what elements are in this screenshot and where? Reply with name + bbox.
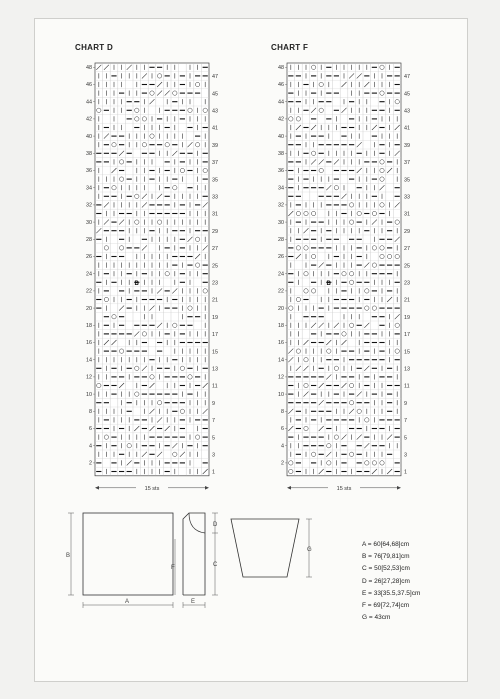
dim-label-d: D (213, 522, 218, 528)
row-number-right: 41 (404, 125, 410, 132)
row-number-right: 29 (212, 228, 218, 235)
back-panel-schematic (63, 507, 175, 617)
row-number-right: 33 (212, 194, 218, 201)
chart-f-grid (249, 55, 439, 515)
chart-f-title: CHART F (271, 43, 309, 52)
row-number-left: 28 (278, 237, 284, 243)
row-number-left: 4 (89, 443, 92, 450)
row-number-left: 34 (278, 185, 284, 192)
row-number-right: 9 (404, 400, 407, 407)
row-number-right: 45 (404, 91, 410, 98)
row-number-left: 10 (278, 391, 284, 398)
row-number-left: 32 (86, 202, 92, 209)
chart-width-label: 15 sts (336, 485, 352, 492)
row-number-right: 19 (212, 314, 218, 321)
row-number-right: 25 (404, 263, 410, 270)
measurement-item: G = 43cm (362, 614, 391, 622)
dim-label-g: G (307, 547, 312, 553)
row-number-right: 27 (212, 246, 218, 253)
measurement-item: E = 33[35.5,37.5]cm (362, 589, 421, 597)
row-number-left: 22 (278, 288, 284, 295)
row-number-right: 17 (212, 332, 218, 339)
chart-d-grid (57, 55, 247, 515)
row-number-right: 7 (212, 418, 215, 425)
row-number-left: 48 (278, 65, 284, 71)
row-number-right: 15 (212, 349, 218, 356)
row-number-left: 48 (86, 65, 92, 71)
row-number-right: 23 (404, 280, 410, 287)
row-number-left: 42 (86, 116, 92, 123)
row-number-left: 30 (278, 219, 284, 226)
row-number-right: 35 (404, 177, 410, 184)
row-number-right: 11 (404, 383, 410, 390)
row-number-left: 12 (278, 374, 284, 381)
row-number-left: 20 (278, 305, 284, 312)
row-number-right: 37 (212, 160, 218, 167)
row-number-right: 35 (212, 177, 218, 184)
row-number-left: 16 (86, 340, 92, 347)
row-number-left: 44 (278, 99, 284, 106)
row-number-right: 25 (212, 263, 218, 270)
row-number-right: 29 (404, 228, 410, 235)
row-number-left: 34 (86, 185, 92, 192)
chart-d-title: CHART D (75, 43, 114, 52)
row-number-right: 43 (212, 108, 218, 115)
measurement-item: D = 26[27,28]cm (362, 577, 410, 585)
row-number-right: 41 (212, 125, 218, 132)
row-number-right: 33 (404, 194, 410, 201)
row-number-left: 6 (89, 426, 92, 433)
dim-label-b: B (66, 553, 71, 559)
row-number-right: 43 (404, 108, 410, 115)
dim-label-f: F (171, 565, 175, 571)
row-number-right: 7 (404, 418, 407, 425)
dim-label-a: A (125, 599, 130, 605)
row-number-left: 28 (86, 237, 92, 243)
row-number-left: 38 (86, 151, 92, 157)
row-number-right: 15 (404, 349, 410, 356)
row-number-right: 45 (212, 91, 218, 98)
measurement-item: F = 69[72,74]cm (362, 602, 410, 610)
row-number-right: 21 (212, 297, 218, 304)
row-number-right: 1 (404, 469, 407, 476)
row-number-right: 5 (212, 435, 215, 442)
row-number-right: 13 (404, 366, 410, 373)
row-number-left: 40 (86, 133, 92, 140)
row-number-right: 5 (404, 435, 407, 442)
row-number-right: 47 (404, 74, 410, 81)
row-number-left: 14 (86, 357, 92, 364)
row-number-right: 1 (212, 469, 215, 476)
row-number-left: 20 (86, 305, 92, 312)
row-number-left: 2 (281, 460, 284, 467)
row-number-left: 46 (278, 82, 284, 89)
row-number-right: 39 (212, 142, 218, 149)
row-number-right: 27 (404, 246, 410, 253)
row-number-left: 6 (281, 426, 284, 433)
arrowhead-right-icon (397, 486, 401, 490)
measurement-item: B = 76[79,81]cm (362, 553, 410, 561)
row-number-left: 18 (86, 323, 92, 329)
row-number-left: 12 (86, 374, 92, 381)
row-number-right: 39 (404, 142, 410, 149)
row-number-right: 47 (212, 74, 218, 81)
row-number-left: 4 (281, 443, 284, 450)
arrowhead-right-icon (205, 486, 209, 490)
row-number-left: 38 (278, 151, 284, 157)
row-number-left: 2 (89, 460, 92, 467)
row-number-left: 16 (278, 340, 284, 347)
row-number-left: 22 (86, 288, 92, 295)
row-number-right: 31 (404, 211, 410, 218)
measurement-legend (362, 539, 420, 624)
chart-marker-label: B (134, 281, 139, 287)
sleeve-schematic (227, 515, 317, 585)
row-number-left: 44 (86, 99, 92, 106)
row-number-right: 21 (404, 297, 410, 304)
row-number-right: 19 (404, 314, 410, 321)
row-number-right: 31 (212, 211, 218, 218)
chart-marker-label: B (326, 281, 331, 287)
row-number-right: 37 (404, 160, 410, 167)
row-number-left: 14 (278, 357, 284, 364)
row-number-right: 9 (212, 400, 215, 407)
row-number-left: 18 (278, 323, 284, 329)
row-number-left: 10 (86, 391, 92, 398)
measurement-item: A = 60[64,68]cm (362, 541, 410, 548)
row-number-right: 13 (212, 366, 218, 373)
dim-label-c: C (213, 562, 218, 568)
row-number-left: 26 (86, 254, 92, 261)
row-number-left: 26 (278, 254, 284, 261)
row-number-left: 8 (281, 409, 284, 415)
pattern-page (34, 18, 468, 682)
row-number-left: 24 (86, 271, 92, 278)
row-number-right: 3 (404, 452, 407, 459)
row-number-right: 11 (212, 383, 218, 390)
row-number-left: 36 (86, 168, 92, 175)
row-number-right: 17 (404, 332, 410, 339)
arrowhead-left-icon (287, 486, 291, 490)
row-number-left: 40 (278, 133, 284, 140)
row-number-right: 3 (212, 452, 215, 459)
row-number-right: 23 (212, 280, 218, 287)
row-number-left: 46 (86, 82, 92, 89)
arrowhead-left-icon (95, 486, 99, 490)
dim-label-e: E (191, 599, 196, 605)
measurement-item: C = 50[52,53]cm (362, 565, 410, 573)
row-number-left: 36 (278, 168, 284, 175)
row-number-left: 30 (86, 219, 92, 226)
row-number-left: 32 (278, 202, 284, 209)
row-number-left: 8 (89, 409, 92, 415)
chart-width-label: 15 sts (144, 485, 160, 492)
row-number-left: 42 (278, 116, 284, 123)
row-number-left: 24 (278, 271, 284, 278)
